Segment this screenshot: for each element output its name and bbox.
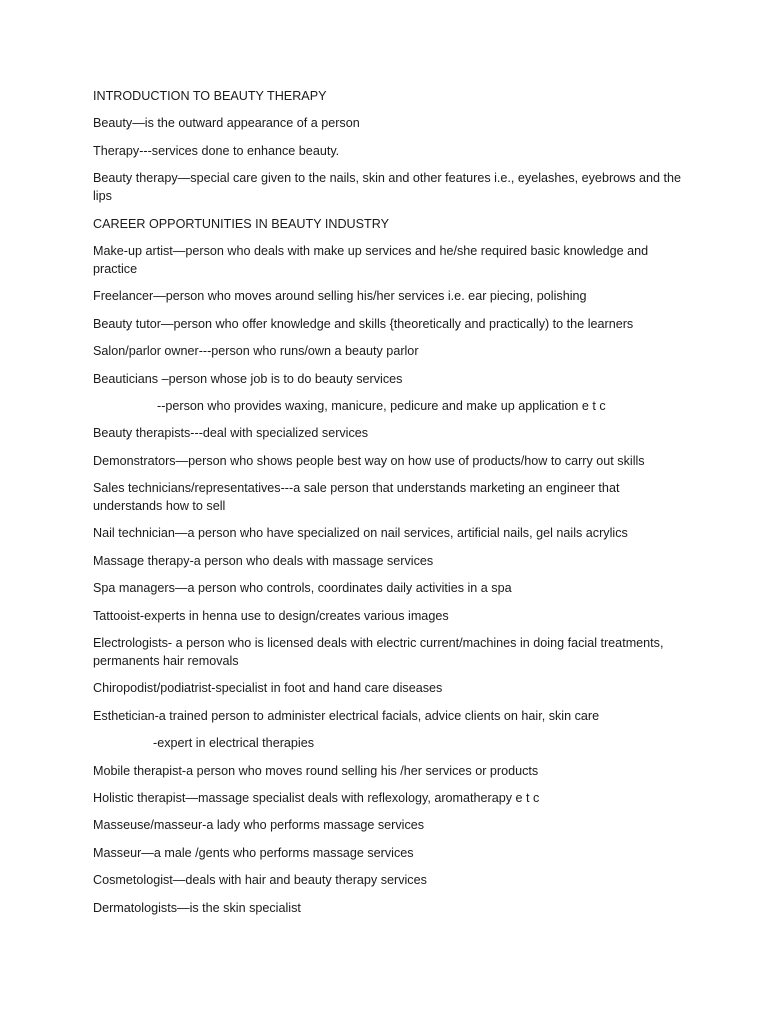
paragraph: Massage therapy-a person who deals with massage services — [93, 553, 434, 568]
paragraph: Electrologists- a person who is licensed deals with electric current/machines in doing facial treatments, permanents hair removals — [93, 636, 664, 669]
paragraph: Spa managers—a person who controls, coordinates daily activities in a spa — [93, 581, 512, 596]
paragraph: Esthetician-a trained person to administer electrical facials, advice clients on hair, skin care — [93, 708, 600, 723]
paragraph: Nail technician—a person who have specialized on nail services, artificial nails, gel nails acrylics — [93, 526, 628, 541]
paragraph: Make-up artist—person who deals with make up services and he/she required basic knowledge and practice — [93, 243, 649, 276]
paragraph: Freelancer—person who moves around selling his/her services i.e. ear piecing, polishing — [93, 289, 587, 304]
paragraph: Sales technicians/representatives---a sale person that understands marketing an engineer that understands how to sell — [93, 481, 620, 514]
paragraph: Beauty tutor—person who offer knowledge and skills {theoretically and practically) to the learners — [93, 316, 634, 331]
paragraph: Beauty therapy—special care given to the nails, skin and other features i.e., eyelashes, eyebrows and the lips — [93, 171, 682, 204]
paragraph: Demonstrators—person who shows people best way on how use of products/how to carry out skills — [93, 453, 645, 468]
indented-paragraph: -expert in electrical therapies — [153, 736, 314, 751]
document-title: INTRODUCTION TO BEAUTY THERAPY — [93, 89, 327, 103]
paragraph: Beauty therapists---deal with specialized services — [93, 426, 369, 441]
paragraph: Tattooist-experts in henna use to design/creates various images — [93, 608, 449, 623]
paragraph: Mobile therapist-a person who moves round selling his /her services or products — [93, 763, 539, 778]
paragraph: Cosmetologist—deals with hair and beauty therapy services — [93, 873, 427, 888]
paragraph: Salon/parlor owner---person who runs/own a beauty parlor — [93, 344, 419, 359]
paragraph: Masseuse/masseur-a lady who performs massage services — [93, 818, 425, 833]
paragraph: Beauty—is the outward appearance of a person — [93, 116, 360, 131]
paragraph: Therapy---services done to enhance beauty. — [93, 143, 340, 158]
paragraph: Holistic therapist—massage specialist deals with reflexology, aromatherapy e t c — [93, 790, 540, 805]
paragraph: Beauticians –person whose job is to do beauty services — [93, 371, 403, 386]
paragraph: Chiropodist/podiatrist-specialist in foot and hand care diseases — [93, 681, 443, 696]
indented-paragraph: --person who provides waxing, manicure, pedicure and make up application e t c — [157, 398, 606, 413]
section-heading: CAREER OPPORTUNITIES IN BEAUTY INDUSTRY — [93, 216, 390, 231]
paragraph: Masseur—a male /gents who performs massage services — [93, 845, 414, 860]
paragraph: Dermatologists—is the skin specialist — [93, 900, 301, 915]
document-body — [93, 87, 683, 926]
